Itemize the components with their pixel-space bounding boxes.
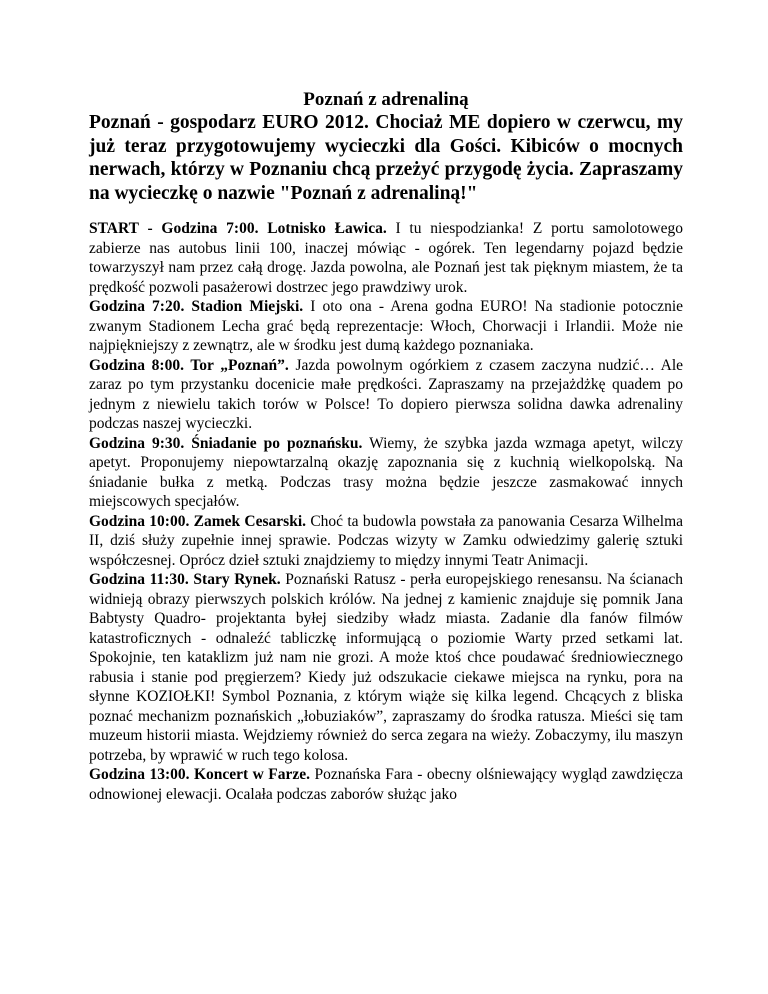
section-text: I oto ona - Arena godna EURO! Na stadionie potocznie zwanym Stadionem Lecha grać będą reprezentacje: Włoch, Chorwacji i Irlandii. Może nie najpiękniejszy z zewnątrz, ale w środku jest dumą każdego poznaniaka.	[89, 298, 684, 354]
itinerary-section-sniadanie	[89, 434, 683, 512]
itinerary-section-start	[89, 219, 683, 297]
section-text: Poznański Ratusz - perła europejskiego renesansu. Na ścianach widnieją obrazy pierwszych polskich królów. Na jednej z kamienic znajduje się pomnik Jana Babtysty Quadro- projektanta byłej siedziby władz miasta. Zadanie dla fanów filmów katastroficznych - odnaleźć tabliczkę informującą o poziomie Warty przed setkami lat. Spokojnie, ten kataklizm już nam nie grozi. A może ktoś chce poudawać średniowiecznego rabusia i stanie pod pręgierzem? Kiedy już odszukacie ciekawe miejsca na rynku, pora na słynne KOZIOŁKI! Symbol Poznania, z którym wiąże się kilka legend. Chcących z bliska poznać mechanizm poznańskich „łobuziaków”, zapraszamy do środka ratusza. Mieści się tam muzeum historii miasta. Wejdziemy również do serca zegara na wieży. Zobaczymy, ilu maszyn potrzeba, by wprawić w ruch tego kolosa.	[89, 571, 683, 764]
section-heading: Godzina 11:30. Stary Rynek.	[89, 571, 281, 588]
section-heading: Godzina 10:00. Zamek Cesarski.	[89, 512, 307, 530]
itinerary-section-tor	[89, 356, 683, 434]
section-text: Wiemy, że szybka jazda wzmaga apetyt, wilczy apetyt. Proponujemy niepowtarzalną okazję zapoznania się z kuchnią wielkopolską. Na śniadanie bułka z metką. Podczas trasy można będzie jeszcze zasmakować innych miejscowych specjałów.	[89, 434, 683, 510]
section-heading: START - Godzina 7:00. Lotnisko Ławica.	[89, 220, 387, 237]
section-heading: Godzina 9:30. Śniadanie po poznańsku.	[89, 434, 363, 452]
itinerary-section-fara	[89, 765, 683, 804]
section-heading: Godzina 7:20. Stadion Miejski.	[89, 298, 304, 315]
itinerary-section-stadion	[89, 297, 683, 356]
document-intro: Poznań - gospodarz EURO 2012. Chociaż ME dopiero w czerwcu, my już teraz przygotowujemy wycieczki dla Gości. Kibiców o mocnych nerwach, którzy w Poznaniu chcą przeżyć przygodę życia. Zapraszamy na wycieczkę o nazwie "Poznań z adrenaliną!"	[89, 112, 683, 204]
section-heading: Godzina 8:00. Tor „Poznań”.	[89, 356, 289, 374]
document-page	[89, 88, 683, 804]
section-text: Jazda powolnym ogórkiem z czasem zaczyna nudzić… Ale zaraz po tym przystanku docenicie małe prędkości. Zapraszamy na przejażdżkę quadem po jednym z niewielu takich torów w Polsce! To dopiero pierwsza solidna dawka adrenaliny podczas naszej wycieczki.	[89, 356, 684, 432]
section-text: Choć ta budowla powstała za panowania Cesarza Wilhelma II, dziś służy zupełnie innej sprawie. Podczas wizyty w Zamku odwiedzimy galerię sztuki współczesnej. Oprócz dzieł sztuki znajdziemy to między innymi Teatr Animacji.	[89, 512, 684, 569]
section-text: I tu niespodzianka! Z portu samolotowego zabierze nas autobus linii 100, inaczej mówiąc - ogórek. Ten legendarny pojazd będzie towarzyszył nam przez całą drogę. Jazda powolna, ale Poznań jest tak pięknym miastem, że ta prędkość pozwoli pasażerowi dostrzec jego prawdziwy urok.	[89, 220, 684, 296]
itinerary-section-rynek	[89, 570, 683, 765]
section-heading: Godzina 13:00. Koncert w Farze.	[89, 766, 311, 783]
section-text: Poznańska Fara - obecny olśniewający wygląd zawdzięcza odnowionej elewacji. Ocalała podczas zaborów służąc jako	[89, 766, 683, 803]
itinerary-section-zamek	[89, 512, 683, 571]
document-title: Poznań z adrenaliną	[303, 89, 469, 110]
